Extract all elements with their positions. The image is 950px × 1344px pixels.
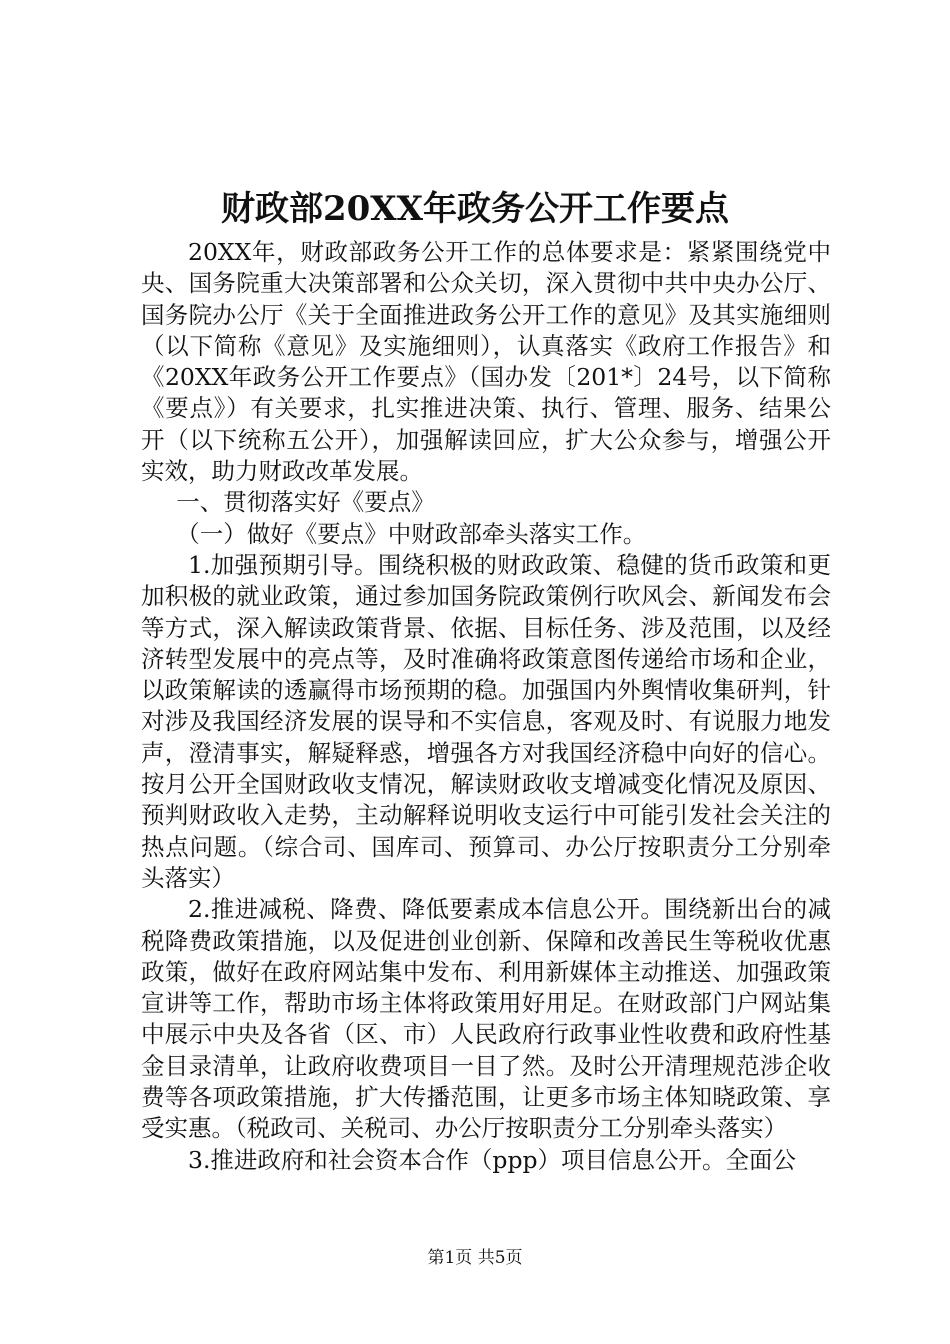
subsection-heading: （一）做好《要点》中财政部牵头落实工作。	[176, 519, 647, 548]
paragraph-item-2: 2.推进减税、降费、降低要素成本信息公开。围绕新出台的减税降费政策措施，以及促进创业创新、保障和改善民生等税收优惠政策，做好在政府网站集中发布、利用新媒体主动推送、加强政策宣讲等工作，帮助市场主体将政策用好用足。在财政部门户网站集中展示中央及各省（区、市）人民政府行政事业性收费和政府性基金目录清单，让政府收费项目一目了然。及时公开清理规范涉企收费等各项政策措施，扩大传播范围，让更多市场主体知晓政策、享受实惠。（税政司、关税司、办公厅按职责分工分别牵头落实）	[141, 895, 831, 1143]
page-footer: 第1页 共5页	[427, 1248, 523, 1268]
paragraph-item-1: 1.加强预期引导。围绕积极的财政政策、稳健的货币政策和更加积极的就业政策，通过参加国务院政策例行吹风会、新闻发布会等方式，深入解读政策背景、依据、目标任务、涉及范围，以及经济转型发展中的亮点等，及时准确将政策意图传递给市场和企业，以政策解读的透赢得市场预期的稳。加强国内外舆情收集研判，针对涉及我国经济发展的误导和不实信息，客观及时、有说服力地发声，澄清事实，解疑释惑，增强各方对我国经济稳中向好的信心。按月公开全国财政收支情况，解读财政收支增减变化情况及原因、预判财政收入走势，主动解释说明收支运行中可能引发社会关注的热点问题。（综合司、国库司、预算司、办公厅按职责分工分别牵头落实）	[141, 550, 831, 892]
document-title: 财政部20XX年政务公开工作要点	[220, 189, 730, 229]
paragraph-intro: 20XX年，财政部政务公开工作的总体要求是：紧紧围绕党中央、国务院重大决策部署和公众关切，深入贯彻中共中央办公厅、国务院办公厅《关于全面推进政务公开工作的意见》及其实施细则（以下简称《意见》及实施细则），认真落实《政府工作报告》和《20XX年政务公开工作要点》（国办发〔201*〕24号，以下简称《要点》）有关要求，扎实推进决策、执行、管理、服务、结果公开（以下统称五公开），加强解读回应，扩大公众参与，增强公开实效，助力财政改革发展。	[141, 238, 831, 486]
paragraph-item-3: 3.推进政府和社会资本合作（ppp）项目信息公开。全面公	[188, 1145, 797, 1174]
document-body	[141, 237, 831, 1176]
section-heading: 一、贯彻落实好《要点》	[176, 488, 435, 517]
